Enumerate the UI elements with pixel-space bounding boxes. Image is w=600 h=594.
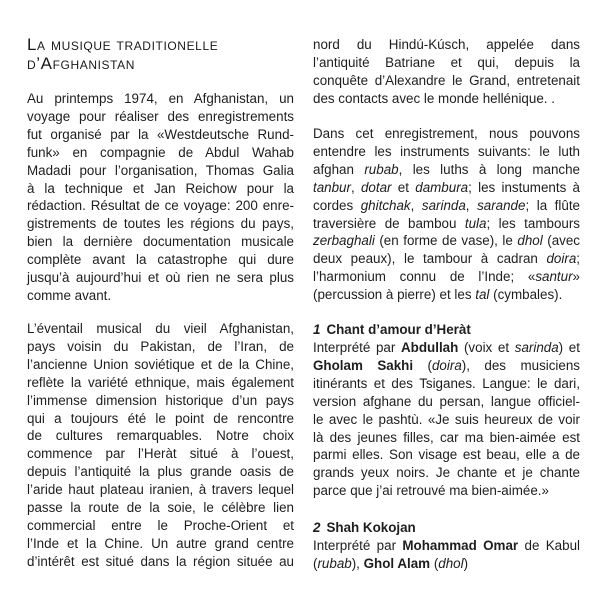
text-line: d’intérêt est situé dans la région située au [27, 553, 294, 569]
text-run: ( [430, 555, 439, 571]
text-run: (avec [542, 233, 581, 249]
instrument-name: sarinda [421, 197, 466, 213]
text-line: l’aride haut plateau iranien, à travers lequel [27, 482, 294, 498]
text-line [313, 286, 580, 304]
text-line: l’Inde et la Chine. Un autre grand centre [27, 535, 294, 551]
text-line: itinérants et des Tsiganes. Langue: le dari, [313, 375, 580, 391]
text-run: (voix et [458, 340, 515, 355]
text-line [313, 555, 580, 573]
track-1-description [313, 339, 580, 500]
text-line: Au printemps 1974, en Afghanistan, un [27, 91, 294, 106]
instrument-name: doira [546, 251, 577, 267]
text-line: Madadi pour l’organisation, Thomas Galia [27, 162, 294, 178]
text-line: à la technique et Jan Reichow pour la [27, 180, 294, 196]
text-line: grands yeux noirs. Je chante et je chante [313, 465, 580, 481]
text-line: parce que j’ai retrouvé ma bien-aimée.» [313, 483, 549, 499]
text-line: conquête d’Alexandre le Grand, entretenait [313, 72, 580, 88]
text-run: ), [351, 555, 364, 571]
track-number: 2 [313, 520, 321, 535]
text-run: (cymbales). [489, 287, 563, 303]
text-run: , [465, 197, 478, 213]
text-line: parmi elles. Son visage est beau, elle a de [313, 447, 580, 463]
text-line: complète avant la catastrophe qui dure [27, 252, 294, 268]
text-line: là des jeunes filles, car ma bien-aimée est [313, 429, 580, 445]
text-run: (en forme de vase), le [374, 233, 518, 249]
text-line: passe la route de la soie, le célèbre lien [27, 500, 294, 516]
text-run: cordes [313, 197, 361, 213]
text-line: funk» en compagnie de Abdul Wahab [27, 144, 294, 160]
instrument-name: dotar [360, 179, 392, 195]
instruments-paragraph [313, 125, 580, 304]
track-title: Shah Kokojan [326, 520, 416, 535]
performer-name: Ghol Alam [363, 555, 431, 571]
text-run: ; la flûte [525, 197, 580, 213]
text-line [313, 339, 580, 357]
text-line: Dans cet enregistrement, nous pouvons [313, 126, 580, 141]
performer-name: Gholam Sakhi [313, 357, 414, 373]
instrument-name: sarinda [514, 340, 559, 355]
text-line: L’éventail musical du vieil Afghanistan, [27, 321, 294, 336]
text-line [313, 250, 580, 268]
text-line: nord du Hindú-Kúsch, appelée dans [313, 37, 580, 52]
text-line: gistrements de toutes les régions du pays, [27, 216, 294, 232]
text-line: rédaction. Résultat de ce voyage: 200 enre- [27, 198, 294, 214]
track-number: 1 [313, 322, 321, 337]
text-line: commercial entre le Proche-Orient et [27, 517, 294, 533]
text-run: , [410, 197, 422, 213]
text-run: ( [413, 357, 432, 373]
title-line-2: d’Afghanistan [27, 54, 136, 73]
text-run: l’harmonium connu de l’Inde; « [313, 269, 536, 285]
instrument-name: zerbaghali [313, 233, 375, 249]
text-line [313, 537, 580, 555]
text-run: , les luths à long manche [398, 161, 580, 177]
track-title: Chant d’amour d’Heràt [326, 322, 471, 337]
history-paragraph [27, 320, 294, 571]
instrument-name: santur [535, 269, 573, 285]
text-line: version afghane du persan, langue officiel- [313, 393, 580, 409]
text-run: ; les instuments à [468, 179, 580, 195]
instrument-name: dhol [438, 555, 464, 571]
text-run: de Kabul [518, 538, 580, 553]
text-run: , [350, 179, 361, 195]
performer-name: Mohammad Omar [402, 538, 519, 553]
text-line: bien la dernière documentation musicale [27, 234, 294, 250]
text-line [313, 197, 580, 215]
title-line-1: La musique traditionelle [27, 35, 219, 54]
intro-paragraph [27, 90, 294, 305]
text-line: reflète la variété ethnique, mais également [27, 374, 294, 390]
text-line: jusqu’à aujourd’hui et où rien ne sera plus [27, 270, 294, 286]
text-line: comme avant. [27, 287, 112, 303]
text-line: entendre les instruments suivants: le luth [313, 143, 580, 159]
text-run: ; [576, 251, 580, 267]
instrument-name: doira [431, 357, 462, 373]
text-line: depuis l’antiquité la plus grande oasis de [27, 464, 294, 480]
instrument-name: tula [464, 215, 487, 231]
text-run: ) et [558, 340, 580, 355]
track-1-heading [313, 321, 471, 339]
text-run: Interprété par [313, 340, 402, 355]
instrument-name: tal [475, 287, 490, 303]
instrument-name: sarande [477, 197, 526, 213]
continuation-paragraph [313, 36, 580, 108]
text-run: ), des musiciens [461, 357, 580, 373]
instrument-name: dambura [415, 179, 469, 195]
text-line [313, 179, 580, 197]
text-run: traversière de bambou [313, 215, 465, 231]
text-line [313, 357, 580, 375]
text-run: ; les tambours [486, 215, 580, 231]
text-run: et [391, 179, 416, 195]
text-line: l’ancienne Union soviétique et de la Chine, [27, 356, 294, 372]
text-run: afghan [313, 161, 365, 177]
text-run: deux peaux), le tambour à cadran [313, 251, 547, 267]
instrument-name: rubab [364, 161, 399, 177]
text-line: qui a toujours été le point de rencontre [27, 410, 294, 426]
text-line: l’antiquité Batriane et qui, depuis la [313, 54, 580, 70]
text-line [313, 215, 580, 233]
text-run: ) [463, 555, 469, 571]
text-line: le avec le pashtù. «Je suis heureux de voir [313, 411, 580, 427]
text-line: l’immense dimension historique d’un pays [27, 392, 294, 408]
instrument-name: rubab [317, 555, 352, 571]
instrument-name: tanbur [313, 179, 351, 195]
text-line [313, 161, 580, 179]
text-run: ( [313, 555, 318, 571]
text-line: pays voisin du Pakistan, de l’Iran, de [27, 338, 294, 354]
performer-name: Abdullah [401, 340, 459, 355]
instrument-name: ghitchak [360, 197, 411, 213]
text-line: commence par l’Heràt situé à l’ouest, [27, 446, 294, 462]
text-line [313, 232, 580, 250]
text-run: (percussion à pierre) et les [313, 287, 476, 303]
text-run: » [572, 269, 580, 285]
text-line: de cultures remarquables. Notre choix [27, 428, 294, 444]
text-line [313, 268, 580, 286]
instrument-name: dhol [517, 233, 543, 249]
text-run: Interprété par [313, 538, 403, 553]
page-title [27, 35, 297, 73]
text-line: voyage pour réaliser des enregistrements [27, 108, 294, 124]
text-line: fut organisé par la «Westdeutsche Rund- [27, 126, 294, 142]
track-2-heading [313, 519, 416, 537]
text-line: des contacts avec le monde hellénique. . [313, 90, 555, 106]
track-2-description [313, 537, 580, 573]
